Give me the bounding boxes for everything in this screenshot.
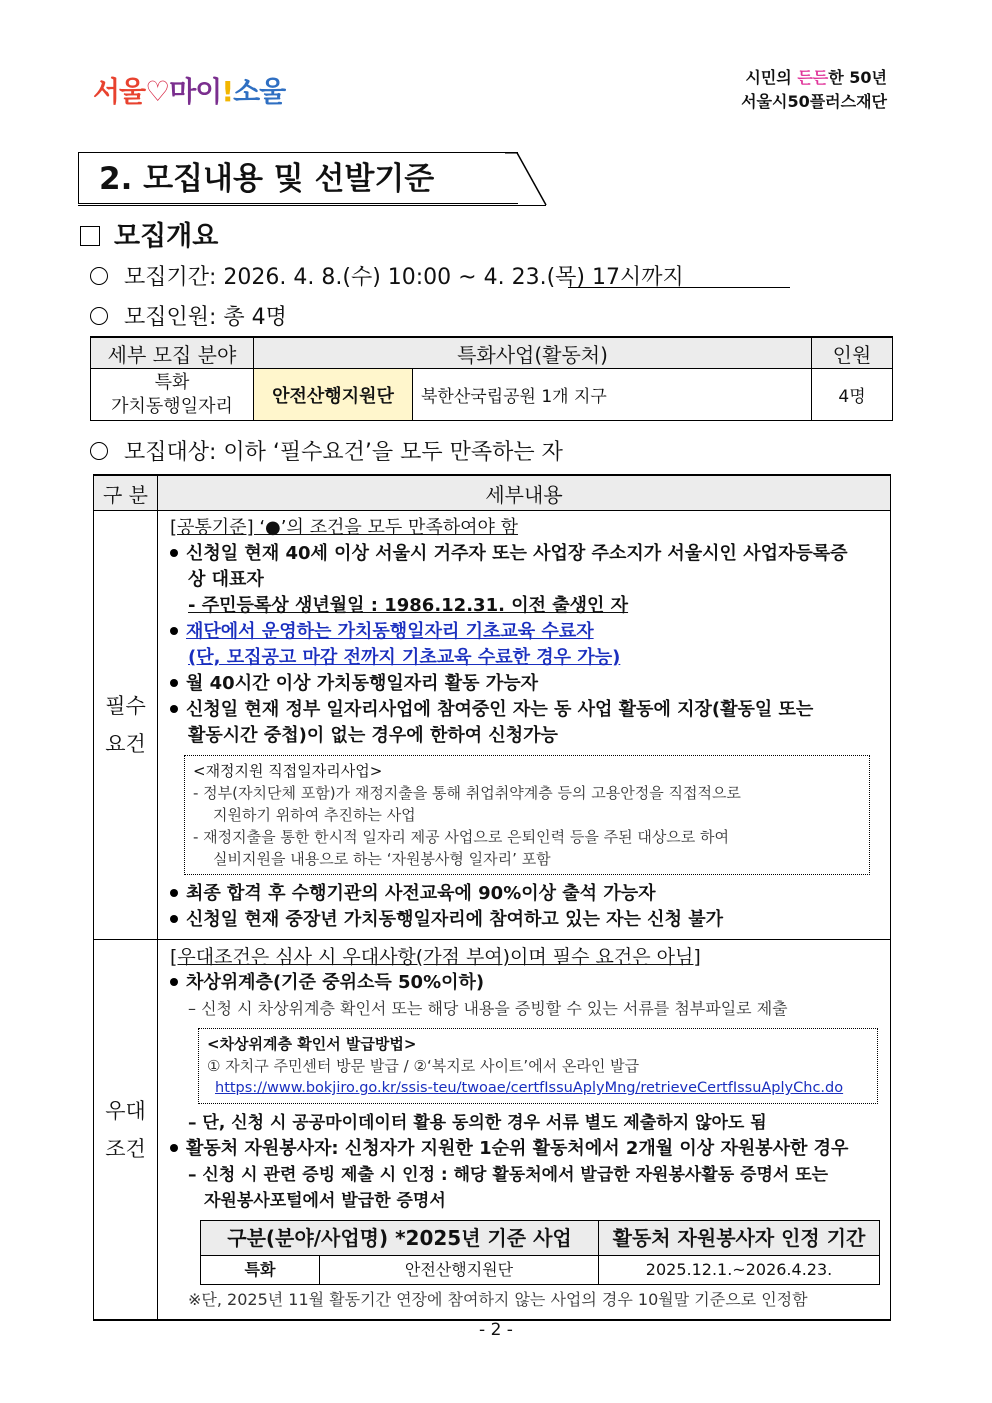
req-item-4-cont: 활동시간 중첩)이 없는 경우에 한하여 신청가능 xyxy=(188,725,558,746)
recruit-headcount xyxy=(90,300,287,331)
bokjiro-link[interactable]: https://www.bokjiro.go.kr/ssis-teu/twoae/certfIssuAplyMng/retrieveCertfIssuAplyChc.do xyxy=(215,1080,844,1096)
inner-header-period: 활동처 자원봉사자 인정 기간 xyxy=(599,1221,880,1256)
req-item-1 xyxy=(170,541,880,567)
pref-item-2-text: 활동처 자원봉사자: 신청자가 지원한 1순위 활동처에서 2개월 이상 자원봉사한 경우 xyxy=(186,1138,849,1159)
req-item-2-note: (단, 모집공고 마감 전까지 기초교육 수료한 경우 가능) xyxy=(188,647,621,668)
direct-job-box-line2: - 재정지출을 통한 한시적 일자리 제공 사업으로 은퇴인력 등을 주된 대상으로 하여 xyxy=(193,828,730,846)
table1-project-cell: 안전산행지원단 xyxy=(254,369,413,421)
bullet-dot-icon xyxy=(170,705,178,713)
bullet-dot-icon xyxy=(170,1144,178,1152)
direct-job-box-line1: - 정부(자치단체 포함)가 재정지출을 통해 취업취약계층 등의 고용안정을 직접적으로 xyxy=(193,784,741,802)
foundation-logo xyxy=(93,70,285,110)
section-title: 2. 모집내용 및 선발기준 xyxy=(78,152,518,204)
recruit-field-table xyxy=(90,336,893,421)
table1-field-cell xyxy=(91,369,254,421)
pref-item-1-text: 차상위계층(기준 중위소득 50%이하) xyxy=(186,972,485,993)
recruit-target-text: 모집대상: 이하 ‘필수요건’을 모두 만족하는 자 xyxy=(124,440,563,465)
req-item-4 xyxy=(170,697,880,723)
req-item-6 xyxy=(170,907,880,933)
section-title-underline xyxy=(78,205,546,206)
inner-header-category: 구분(분야/사업명) *2025년 기준 사업 xyxy=(201,1221,599,1256)
preferred-label-line1: 우대 xyxy=(105,1098,146,1123)
required-label-line1: 필수 xyxy=(105,694,146,718)
table2-header-detail: 세부내용 xyxy=(158,475,891,511)
pref-item-2-sub: – 신청 시 관련 증빙 제출 시 인정 : 해당 활동처에서 발급한 자원봉사활동 증명서 또는 xyxy=(188,1165,829,1185)
square-bullet-icon xyxy=(80,226,100,246)
req-item-1-text: 신청일 현재 40세 이상 서울시 거주자 또는 사업장 주소지가 서울시인 사업자등록증 xyxy=(186,543,848,564)
volunteer-period-table xyxy=(200,1220,880,1285)
req-item-1-cont: 상 대표자 xyxy=(188,569,264,590)
header-slogan xyxy=(741,66,887,114)
pref-item-1 xyxy=(170,970,880,996)
bullet-dot-icon xyxy=(170,889,178,897)
circle-bullet-icon xyxy=(90,307,108,325)
subsection-heading xyxy=(80,214,218,253)
table1-header-field: 세부 모집 분야 xyxy=(91,337,254,369)
page-number: - 2 - xyxy=(479,1320,513,1340)
table1-field-line1: 특화 xyxy=(154,371,190,393)
common-criteria: [공통기준] ‘●’의 조건을 모두 만족하여야 함 xyxy=(170,517,519,538)
slogan-part-c: 한 50년 xyxy=(828,68,887,87)
table1-count-cell: 4명 xyxy=(812,369,893,421)
slogan-part-a: 시민의 xyxy=(745,68,798,87)
pref-item-2 xyxy=(170,1136,880,1162)
slogan-org-name: 서울시50플러스재단 xyxy=(741,92,887,111)
logo-part-my: 마이 xyxy=(169,75,222,108)
criteria-table xyxy=(93,474,891,1321)
circle-bullet-icon xyxy=(90,442,108,460)
required-content xyxy=(158,511,891,940)
certificate-box-title: <차상위계층 확인서 발급방법> xyxy=(207,1035,417,1053)
pref-item-1-sub2: – 단, 신청 시 공공마이데이터 활용 동의한 경우 서류 별도 제출하지 않아도 됨 xyxy=(188,1113,767,1133)
inner-cell-field: 특화 xyxy=(201,1256,320,1285)
bullet-dot-icon xyxy=(170,679,178,687)
certificate-box-line1: ① 자치구 주민센터 방문 발급 / ②‘복지로 사이트’에서 온라인 발급 xyxy=(207,1057,640,1075)
req-item-5-text: 최종 합격 후 수행기관의 사전교육에 90%이상 출석 가능자 xyxy=(186,883,656,904)
direct-job-box-line2b: 실비지원을 내용으로 하는 ‘자원봉사형 일자리’ 포함 xyxy=(213,850,551,868)
logo-part-exclaim: ! xyxy=(221,75,234,108)
req-item-5 xyxy=(170,881,880,907)
req-item-2-text: 재단에서 운영하는 가치동행일자리 기초교육 수료자 xyxy=(186,621,594,642)
required-label-line2: 요건 xyxy=(105,732,146,756)
preferred-content xyxy=(158,940,891,1321)
recruit-target xyxy=(90,435,563,466)
logo-heart-icon: ♡ xyxy=(145,75,170,108)
req-item-3-text: 월 40시간 이상 가치동행일자리 활동 가능자 xyxy=(186,673,538,694)
preferred-label-line2: 조건 xyxy=(105,1136,146,1161)
table1-field-line2: 가치동행일자리 xyxy=(111,395,233,417)
inner-cell-project: 안전산행지원단 xyxy=(320,1256,599,1285)
logo-part-soul: 소울 xyxy=(233,75,286,108)
req-item-4-text: 신청일 현재 정부 일자리사업에 참여중인 자는 동 사업 활동에 지장(활동일 또는 xyxy=(186,699,814,720)
direct-job-info-box xyxy=(184,755,870,875)
circle-bullet-icon xyxy=(90,267,108,285)
pref-item-1-sub: – 신청 시 차상위계층 확인서 또는 해당 내용을 증빙할 수 있는 서류를 첨부파일로 제출 xyxy=(188,999,788,1018)
preferred-intro: [우대조건은 심사 시 우대사항(가점 부여)이며 필수 요건은 아님] xyxy=(170,946,701,968)
direct-job-box-line1b: 지원하기 위하여 추진하는 사업 xyxy=(213,806,416,824)
certificate-info-box xyxy=(198,1028,878,1104)
req-item-1-sub: - 주민등록상 생년월일 : 1986.12.31. 이전 출생인 자 xyxy=(188,595,629,616)
logo-part-seoul: 서울 xyxy=(93,75,146,108)
bullet-dot-icon xyxy=(170,915,178,923)
subsection-label: 모집개요 xyxy=(114,221,219,252)
preferred-label xyxy=(94,940,158,1321)
recruit-period-text: 모집기간: 2026. 4. 8.(수) 10:00 ~ 4. 23.(목) 17시까지 xyxy=(124,265,684,290)
req-item-3 xyxy=(170,671,880,697)
section-title-corner xyxy=(505,152,547,207)
req-item-6-text: 신청일 현재 중장년 가치동행일자리에 참여하고 있는 자는 신청 불가 xyxy=(186,909,723,930)
volunteer-note: ※단, 2025년 11월 활동기간 연장에 참여하지 않는 사업의 경우 10월말 기준으로 인정함 xyxy=(188,1290,808,1309)
bullet-dot-icon xyxy=(170,627,178,635)
bullet-dot-icon xyxy=(170,978,178,986)
req-item-2 xyxy=(170,619,880,645)
table1-place-cell: 북한산국립공원 1개 지구 xyxy=(413,369,812,421)
bullet-dot-icon xyxy=(170,549,178,557)
slogan-highlight: 든든 xyxy=(797,68,829,87)
table1-header-project: 특화사업(활동처) xyxy=(254,337,812,369)
direct-job-box-title: <재정지원 직접일자리사업> xyxy=(193,762,383,780)
pref-item-2-sub-cont: 자원봉사포털에서 발급한 증명서 xyxy=(204,1191,446,1211)
required-label xyxy=(94,511,158,940)
period-underline xyxy=(568,287,790,288)
inner-cell-period: 2025.12.1.~2026.4.23. xyxy=(599,1256,880,1285)
table2-header-category: 구 분 xyxy=(94,475,158,511)
recruit-headcount-text: 모집인원: 총 4명 xyxy=(124,305,287,330)
table1-header-count: 인원 xyxy=(812,337,893,369)
